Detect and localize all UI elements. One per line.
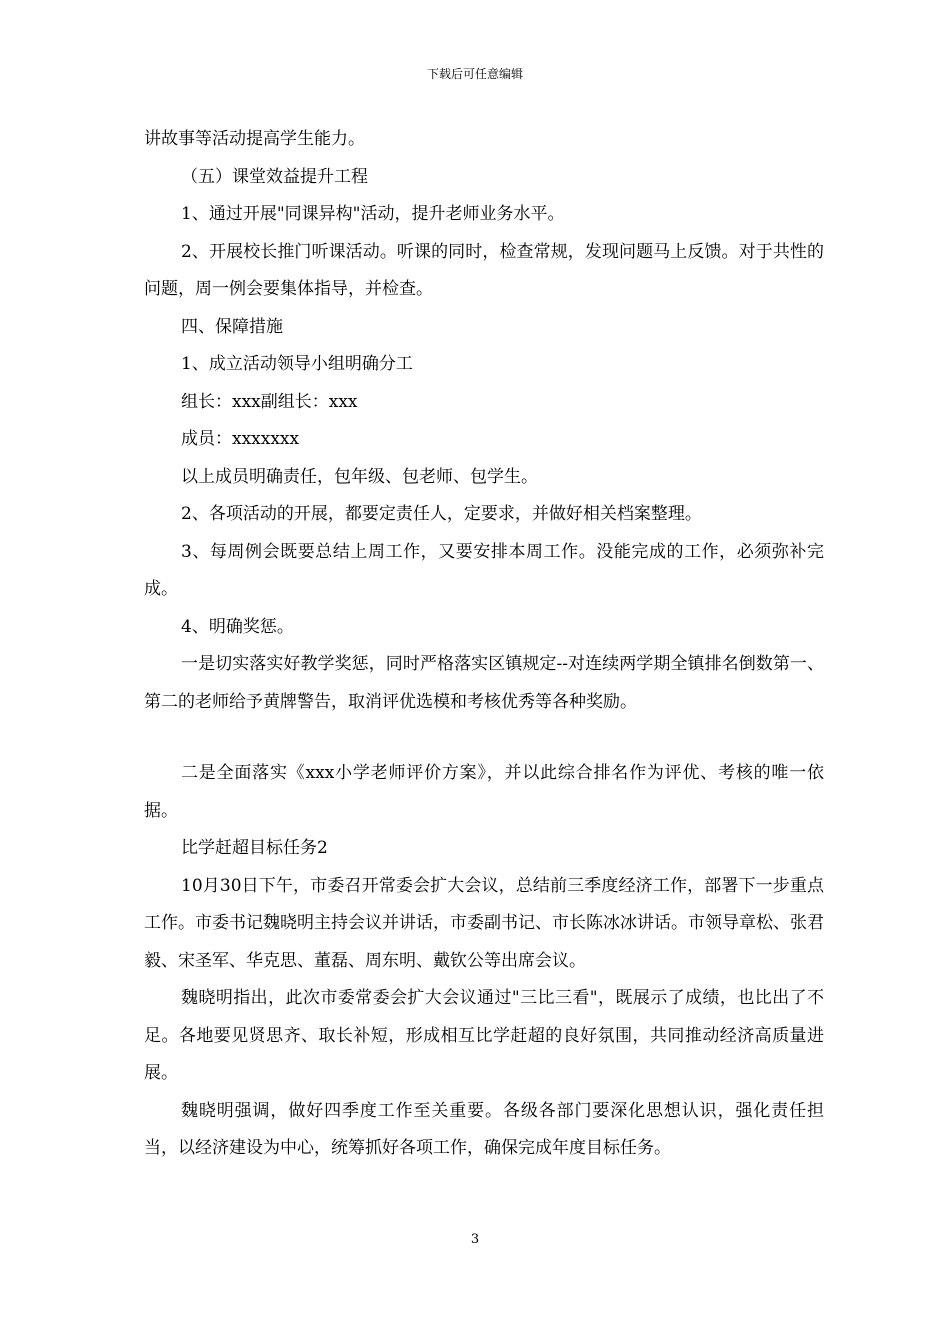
paragraph-rewards-1: 一是切实落实好教学奖惩，同时严格落实区镇规定--对连续两学期全镇排名倒数第一、第二的老师给予黄牌警告，取消评优选模和考核优秀等各种奖励。 xyxy=(144,654,824,712)
paragraph-safeguard-2: 2、各项活动的开展，都要定责任人，定要求，并做好相关档案整理。 xyxy=(181,504,702,524)
paragraph-gap xyxy=(144,721,824,755)
paragraph-safeguard-4: 4、明确奖惩。 xyxy=(181,616,294,637)
document-body xyxy=(144,121,824,1168)
paragraph-responsibility: 以上成员明确责任，包年级、包老师、包学生。 xyxy=(181,466,538,487)
paragraph-safeguard-3: 3、每周例会既要总结上周工作，又要安排本周工作。没能完成的工作，必须弥补完成。 xyxy=(144,541,824,599)
paragraph-three-comparisons: 魏晓明指出，此次市委常委会扩大会议通过"三比三看"，既展示了成绩，也比出了不足。各地要见贤思齐、取长补短，形成相互比学赶超的良好氛围，共同推动经济高质量进展。 xyxy=(144,988,824,1083)
paragraph-item-2: 2、开展校长推门听课活动。听课的同时，检查常规，发现问题马上反馈。对于共性的问题，周一例会要集体指导，并检查。 xyxy=(144,241,824,299)
page-header: 下载后可任意编辑 xyxy=(426,67,523,81)
section-heading-classroom: （五）课堂效益提升工程 xyxy=(181,166,368,187)
section-heading-safeguards: 四、保障措施 xyxy=(181,316,283,337)
paragraph-rewards-2: 二是全面落实《xxx小学老师评价方案》，并以此综合排名作为评优、考核的唯一依据。 xyxy=(144,763,824,821)
paragraph-safeguard-1: 1、成立活动领导小组明确分工 xyxy=(181,354,413,374)
paragraph-fourth-quarter: 魏晓明强调，做好四季度工作至关重要。各级各部门要深化思想认识，强化责任担当，以经济建设为中心，统筹抓好各项工作，确保完成年度目标任务。 xyxy=(144,1100,824,1158)
paragraph-group-leaders: 组长：xxx副组长：xxx xyxy=(181,391,358,412)
paragraph-item-1: 1、通过开展"同课异构"活动，提升老师业务水平。 xyxy=(181,204,565,224)
paragraph-members: 成员：xxxxxxx xyxy=(181,429,300,449)
section-title-target-tasks: 比学赶超目标任务2 xyxy=(181,838,328,858)
paragraph-meeting: 10月30日下午，市委召开常委会扩大会议，总结前三季度经济工作，部署下一步重点工作。市委书记魏晓明主持会议并讲话，市委副书记、市长陈冰冰讲话。市领导章松、张君毅、宋圣军、华克思、董磊、周东明、戴钦公等出席会议。 xyxy=(144,875,824,971)
page-number: 3 xyxy=(470,1232,480,1247)
paragraph-continuation: 讲故事等活动提高学生能力。 xyxy=(144,129,365,149)
